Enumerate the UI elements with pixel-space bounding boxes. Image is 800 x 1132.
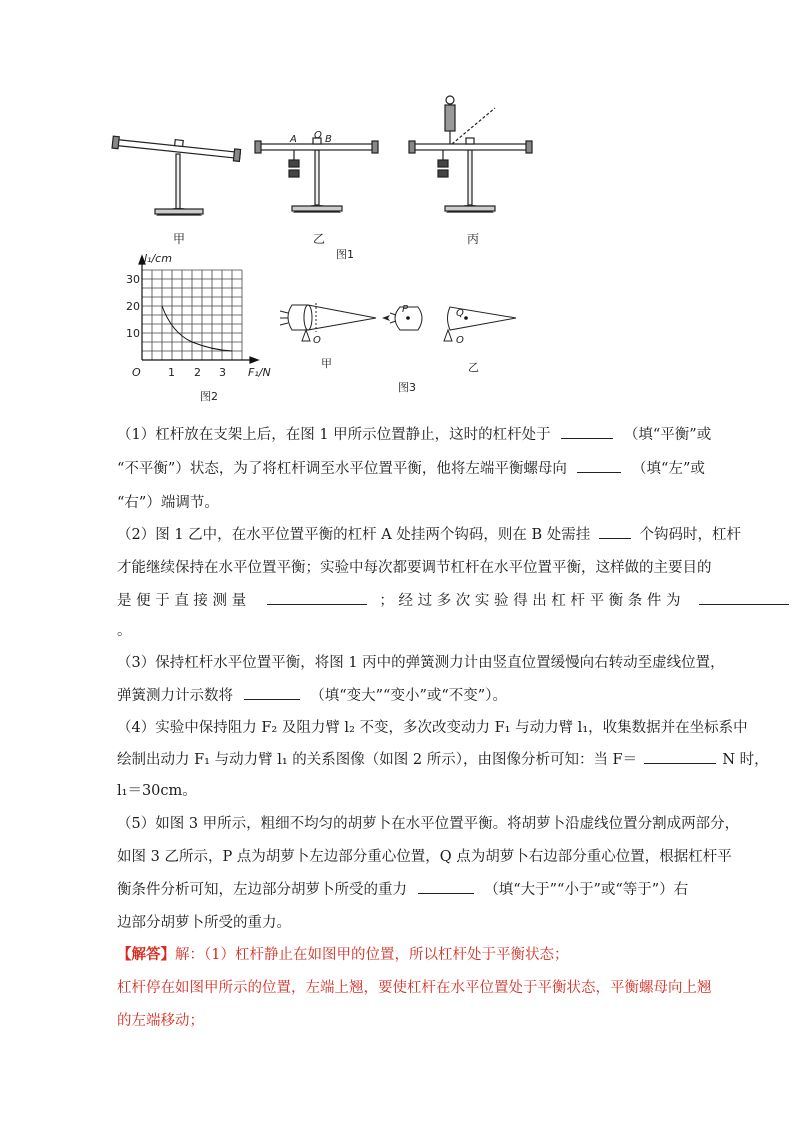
q4-line3: l₁＝30cm。	[117, 783, 197, 799]
q4-line1: （4）实验中保持阻力 F₂ 及阻力臂 l₂ 不变，多次改变动力 F₁ 与动力臂 l₁，收集数据并在坐标系中	[117, 720, 748, 736]
grid	[142, 270, 242, 360]
xtick-1: 1	[168, 366, 175, 379]
figure-3	[278, 285, 528, 400]
fig3-label-yi: 乙	[468, 361, 479, 374]
q2-line1: （2）图 1 乙中，在水平位置平衡的杠杆 A 处挂两个钩码，则在 B 处需挂 个钩码时，杠杆	[117, 523, 741, 544]
carrot-whole	[280, 303, 376, 341]
fig1-label-yi: 乙	[313, 232, 326, 246]
q1-line3: “右”）端调节。	[117, 495, 219, 511]
q5-blank[interactable]	[418, 879, 474, 894]
origin-label: O	[132, 366, 141, 379]
fig3-label-jia: 甲	[321, 357, 332, 370]
q3-line2: 弹簧测力计示数将 （填“变大”“变小”或“不变”）。	[117, 684, 507, 705]
q1-blank2[interactable]	[577, 458, 621, 473]
q1-line1: （1）杠杆放在支架上后，在图 1 甲所示位置静止，这时的杠杆处于 （填“平衡”或	[117, 423, 711, 444]
xtick-3: 3	[219, 366, 226, 379]
q4-line2: 绘制出动力 F₁ 与动力臂 l₁ 的关系图像（如图 2 所示），由图像分析可知：当 F＝ N 时，	[117, 748, 769, 769]
q5-line3: 衡条件分析可知，左边部分胡萝卜所受的重力 （填“大于”“小于”或“等于”）右	[117, 878, 688, 899]
figure-1	[110, 90, 540, 265]
q2-line2: 才能继续保持在水平位置平衡；实验中每次都要调节杠杆在水平位置平衡，这样做的主要目的	[117, 560, 712, 576]
fig2-caption: 图2	[200, 390, 218, 403]
ytick-20: 20	[126, 300, 140, 313]
x-axis-arrow	[250, 357, 258, 363]
q2-line3: 是 便 于 直 接 测 量 ； 经 过 多 次 实 验 得 出 杠 杆 平 衡 条 件 为	[117, 589, 789, 610]
q1-blank1[interactable]	[561, 424, 613, 439]
q5-line4: 边部分胡萝卜所受的重力。	[117, 915, 291, 931]
xtick-2: 2	[194, 366, 201, 379]
fig3-label-Q: Q	[456, 308, 464, 319]
fig3-label-O-left: O	[313, 335, 321, 346]
fig3-caption: 图3	[398, 381, 416, 394]
arrow-right-icon	[382, 315, 390, 321]
ytick-10: 10	[126, 327, 140, 340]
answer-line3: 的左端移动；	[117, 1013, 204, 1029]
fig1-caption: 图1	[336, 248, 354, 261]
label-A: A	[290, 134, 297, 145]
lever-tilted	[112, 133, 241, 215]
q3-line1: （3）保持杠杆水平位置平衡，将图 1 丙中的弹簧测力计由竖直位置缓慢向右转动至虚线位置，	[117, 655, 725, 671]
lever-with-spring-scale	[409, 96, 532, 212]
label-B: B	[325, 134, 332, 145]
answer-line1: 【解答】解：（1）杠杆静止在如图甲的位置，所以杠杆处于平衡状态；	[117, 946, 569, 963]
y-axis-label: l₁/cm	[144, 252, 172, 265]
figure-2	[112, 248, 282, 408]
x-axis-label: F₁/N	[248, 366, 271, 379]
ytick-30: 30	[126, 273, 140, 286]
fig1-label-bing: 丙	[467, 232, 480, 246]
fig1-label-jia: 甲	[173, 232, 186, 246]
q2-blank2[interactable]	[267, 590, 367, 605]
fig3-label-P: P	[402, 304, 409, 315]
q5-line1: （5）如图 3 甲所示，粗细不均匀的胡萝卜在水平位置平衡。将胡萝卜沿虚线位置分割成两部分，	[117, 816, 740, 832]
carrot-right-part	[444, 307, 516, 341]
q2-blank3[interactable]	[699, 590, 789, 605]
point-Q	[464, 316, 468, 320]
q5-line2: 如图 3 乙所示，P 点为胡萝卜左边部分重心位置，Q 点为胡萝卜右边部分重心位置，根据杠杆平	[117, 849, 732, 865]
label-O: O	[314, 130, 322, 141]
q1-line2: “不平衡”）状态，为了将杠杆调至水平位置平衡，他将左端平衡螺母向 （填“左”或	[117, 457, 705, 478]
lever-with-weights	[255, 138, 378, 212]
q2-line4: 。	[117, 623, 132, 639]
point-P	[406, 316, 410, 320]
q4-blank[interactable]	[644, 749, 716, 764]
q2-blank1[interactable]	[599, 524, 631, 539]
answer-tag: 【解答】	[117, 946, 175, 963]
answer-line2: 杠杆停在如图甲所示的位置，左端上翘，要使杠杆在水平位置处于平衡状态，平衡螺母向上翘	[117, 980, 712, 996]
fig3-label-O-right: O	[456, 335, 464, 346]
q3-blank[interactable]	[244, 685, 300, 700]
inverse-curve	[162, 306, 232, 351]
